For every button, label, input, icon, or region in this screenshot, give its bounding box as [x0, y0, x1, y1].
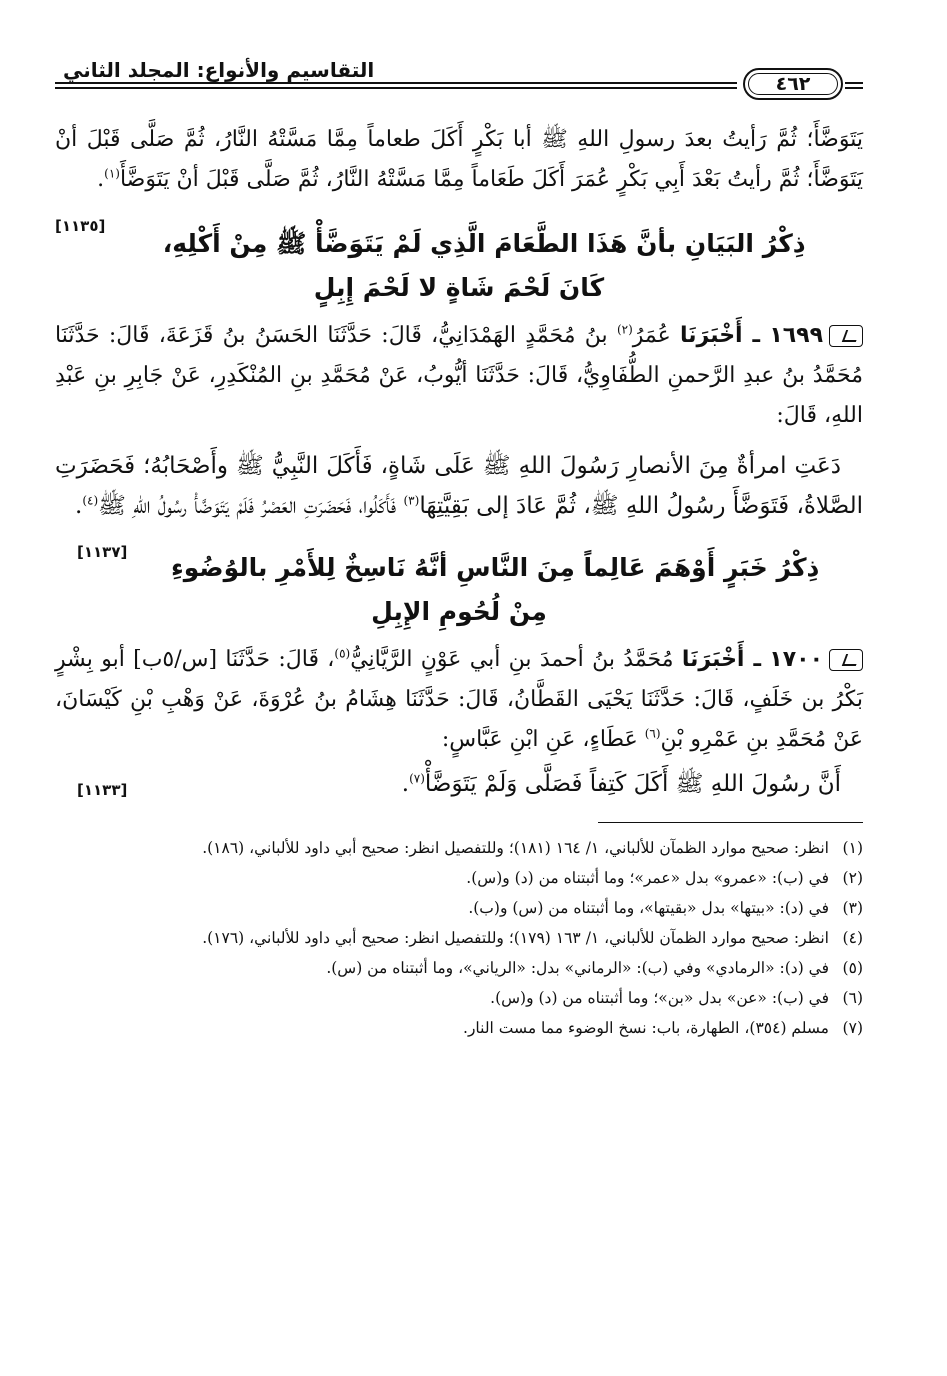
matn-text: دَعَتِ امرأةٌ مِنَ الأنصارِ رَسُولَ اللهِ ﷺ عَلَى شَاةٍ، فَأَكَلَ النَّبِيُّ ﷺ وأَصْحَابُهُ؛ فَحَضَرَتِ الصَّلاةُ، فَتَوَضَّأَ رسُولُ اللهِ ﷺ، ثُمَّ عَادَ إلى بَقِيَّتِهَا	[55, 453, 863, 519]
footnote-number: (٧)	[842, 1019, 863, 1037]
chapter-heading-2	[55, 546, 863, 634]
running-header	[55, 58, 863, 110]
footnote-number: (٢)	[842, 869, 863, 887]
footnote	[55, 893, 863, 923]
matn-end: .	[75, 493, 83, 519]
hadith-1700-matn	[55, 764, 863, 804]
footnote-number: (٣)	[842, 899, 863, 917]
matn-text: أَنَّ رسُولَ اللهِ ﷺ أَكَلَ كَتِفاً فَصَلَّى وَلَمْ يَتَوَضَّأْ	[424, 771, 841, 797]
footnote-marker: (٧)	[409, 771, 425, 786]
intro-text: يَتَوَضَّأَ؛ ثُمَّ رَأيتُ بعدَ رسولِ اللهِ ﷺ أبا بَكْرٍ أَكَلَ طعاماً مِمَّا مَسَّتْهُ النَّارُ، ثُمَّ صَلَّى قَبْلَ أنْ يَتَوَضَّأَ؛ ثُمَّ رأيتُ بَعْدَ أَبِي بَكْرٍ عُمَرَ أَكَلَ طَعَاماً مِمَّا مَسَّتْهُ النَّارُ، ثُمَّ صَلَّى قَبْلَ أنْ يَتَوَضَّأَ	[55, 127, 863, 192]
intro-end: .	[97, 167, 105, 192]
header-rule-right	[845, 82, 863, 89]
footnote-text: في (د): «بيتها» بدل «بقيتها»، وما أثبتناه من (س) و(ب).	[468, 899, 829, 917]
footnote-number: (٤)	[842, 929, 863, 947]
footnote-number: (٦)	[842, 989, 863, 1007]
running-title: التقاسيم والأنواع: المجلد الثاني	[57, 58, 380, 82]
footnote-marker: (٥)	[334, 646, 351, 661]
isnad-text: عَطَاءٍ، عَنِ ابْنِ عَبَّاسٍ:	[441, 727, 645, 752]
hadith-1699-matn	[55, 446, 863, 561]
page-content	[55, 120, 863, 1043]
footnotes	[55, 833, 863, 1043]
footnote-separator	[598, 822, 863, 823]
reference-number: [١١٣٧]	[77, 543, 128, 561]
pointing-hand-icon	[829, 649, 863, 671]
isnad-text: ، قَالَ: حَدَّثَنَا [س/٥ب] أبو بِشْرٍ بَكْرُ بن خَلَفٍ، قَالَ: حَدَّثَنَا يَحْيَى القَطَّانُ، قَالَ: حَدَّثَنَا هِشَامُ بنُ عُرْوَةَ، عَنْ وَهْبِ بْنِ كَيْسَانَ، عَنْ مُحَمَّدِ بنِ عَمْرِو بْنِ	[55, 647, 863, 752]
reference-number: [١١٣٥]	[55, 217, 106, 235]
footnote-number: (٥)	[842, 959, 863, 977]
footnote-text: انظر: صحيح موارد الظمآن للألباني، ١/ ١٦٣ (١٧٩)؛ وللتفصيل انظر: صحيح أبي داود للألباني، (١٧٦).	[202, 929, 829, 947]
header-rule-left	[55, 82, 737, 89]
chapter-heading-1	[55, 222, 863, 310]
intro-paragraph	[55, 120, 863, 235]
footnote	[55, 923, 863, 953]
footnote-text: في (ب): «عن» بدل «بن»؛ وما أثبتناه من (د) و(س).	[490, 989, 829, 1007]
heading-line: ذِكْرُ خَبَرٍ أَوْهَمَ عَالِماً مِنَ النَّاسِ أنَّهُ نَاسِخٌ لِلأَمْرِ بالوُضُوءِ	[170, 553, 820, 582]
heading-line: مِنْ لُحُومِ الإِبِلِ	[371, 597, 547, 626]
footnote	[55, 863, 863, 893]
footnote	[55, 833, 863, 863]
book-page	[55, 58, 863, 1348]
footnote-text: مسلم (٣٥٤)، الطهارة، باب: نسخ الوضوء مما مست النار.	[463, 1019, 829, 1037]
heading-line: كَانَ لَحْمَ شَاةٍ لا لَحْمَ إِبِلٍ	[313, 273, 605, 302]
heading-line: ذِكْرُ البَيَانِ بأنَّ هَذَا الطَّعَامَ الَّذِي لَمْ يَتَوَضَّأْ ﷺ مِنْ أَكْلِهِ،	[162, 229, 806, 258]
akhbarana-label: ـ أَخْبَرَنَا	[680, 323, 761, 348]
isnad-text: عُمَرُ	[632, 323, 671, 348]
footnote-text: في (ب): «عمرو» بدل «عمر»؛ وما أثبتناه من (د) و(س).	[466, 869, 829, 887]
footnote	[55, 983, 863, 1013]
hadith-1699-isnad	[55, 316, 863, 436]
hadith-1700-isnad	[55, 640, 863, 760]
footnote-marker: (٣)	[403, 493, 420, 508]
footnote	[55, 953, 863, 983]
footnote	[55, 1013, 863, 1043]
reference-number: [١١٣٣]	[77, 781, 128, 799]
footnote-marker: (١)	[104, 166, 120, 181]
hadith-number: ١٦٩٩	[769, 323, 824, 348]
akhbarana-label: ـ أَخْبَرَنَا	[681, 647, 761, 672]
page-number: ٤٦٢	[743, 68, 843, 100]
footnote-marker: (٢)	[616, 322, 633, 337]
footnote-text: انظر: صحيح موارد الظمآن للألباني، ١/ ١٦٤ (١٨١)؛ وللتفصيل انظر: صحيح أبي داود للألباني، (١٨٦).	[202, 839, 829, 857]
footnote-marker: (٤)	[82, 493, 99, 508]
matn-end: .	[401, 771, 410, 797]
hadith-number: ١٧٠٠	[769, 647, 824, 672]
matn-text: فَأَكَلُوا، فَحَضَرَتِ العَصْرُ فَلَمْ يَتَوَضَّأْ رسُولُ اللهِ ﷺ	[98, 493, 404, 519]
isnad-text: مُحَمَّدُ بنُ أحمدَ بنِ أبي عَوْنٍ الرَّيَّانِيُّ	[350, 647, 674, 672]
isnad-text: بنُ مُحَمَّدٍ الهَمْدَانِيُّ، قَالَ: حَدَّثَنَا الحَسَنُ بنُ قَزَعَةَ، قَالَ: حَدَّثَنَا مُحَمَّدُ بنُ عبدِ الرَّحمنِ الطُّفَاوِيُّ، قَالَ: حَدَّثَنَا أيُّوبُ، عَنْ مُحَمَّدِ بنِ المُنْكَدِرِ، عَنْ جَابِرِ بنِ عَبْدِ اللهِ، قَالَ:	[55, 323, 863, 428]
footnote-marker: (٦)	[644, 726, 661, 741]
footnote-number: (١)	[842, 839, 863, 857]
footnote-text: في (د): «الرمادي» وفي (ب): «الرماني» بدل: «الرياني»، وما أثبتناه من (س).	[326, 959, 829, 977]
pointing-hand-icon	[829, 325, 863, 347]
